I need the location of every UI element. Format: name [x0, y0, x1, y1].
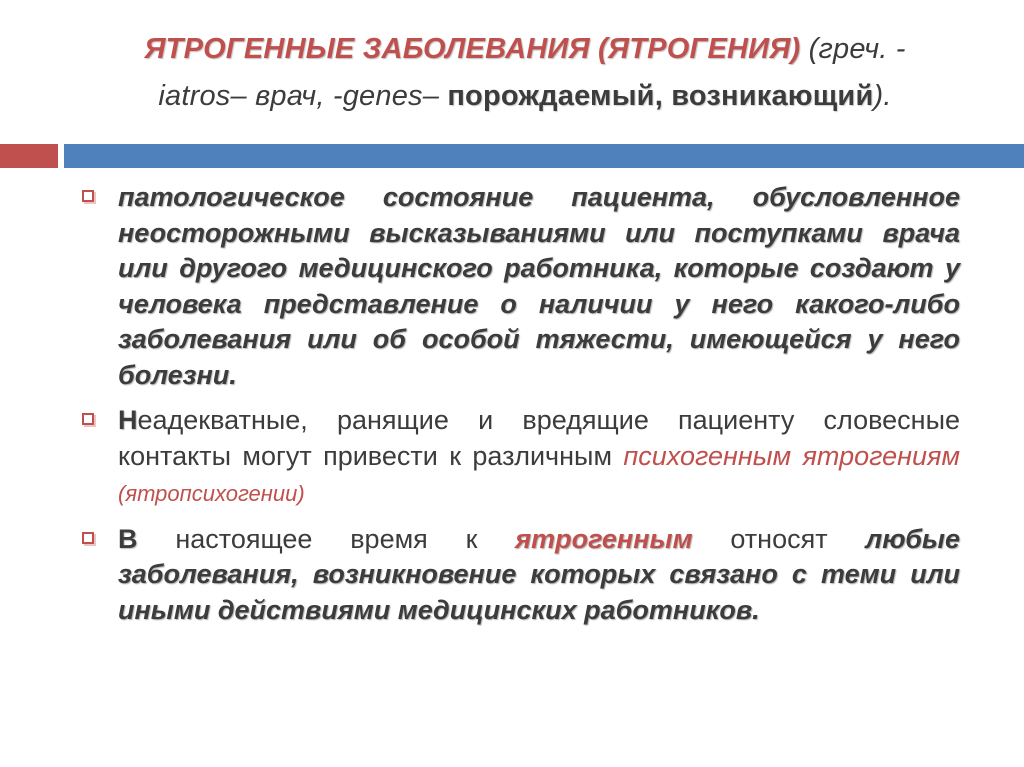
bullet-3-italic-tail: любые заболевания, возникновение которых связано с теми или иными действиями медицинских работников. — [118, 523, 960, 625]
bullet-3-body-2: относят — [692, 523, 866, 554]
bullet-2-text — [118, 403, 960, 512]
bullet-2-lead: Н — [118, 405, 138, 435]
title-iatros: iatros — [158, 80, 231, 112]
title-iatros-meaning: – врач, - — [230, 80, 343, 112]
bullet-3-lead: В — [118, 523, 138, 554]
hollow-square-bullet-icon — [82, 413, 94, 425]
title-closing: ). — [873, 80, 892, 112]
bullet-list — [80, 180, 960, 638]
bullet-item-3 — [80, 522, 960, 629]
bullet-1-text: патологическое состояние пациента, обусловленное неосторожными высказываниями или поступками врача или другого медицинского работника, которые создают у человека представление о наличии у него какого-либо заболевания или об особой тяжести, имеющейся у него болезни. — [118, 182, 960, 390]
bullet-3-text — [118, 522, 960, 629]
bullet-2-body: еадекватные, ранящие и вредящие пациенту словесные контакты могут привести к различным — [118, 405, 960, 471]
title-main: ЯТРОГЕННЫЕ ЗАБОЛЕВАНИЯ (ЯТРОГЕНИЯ) — [144, 33, 801, 65]
bullet-item-1 — [80, 180, 960, 393]
slide-title — [60, 26, 990, 120]
title-genes-meaning: порождаемый, возникающий — [439, 80, 874, 112]
bullet-3-body-1: настоящее время к — [137, 523, 516, 554]
title-greek-intro: (греч. - — [800, 33, 906, 65]
divider-blue-bar — [64, 144, 1024, 168]
hollow-square-bullet-icon — [82, 532, 94, 544]
bullet-item-2 — [80, 403, 960, 512]
divider-red-bar — [0, 144, 58, 168]
bullet-3-red-term: ятрогенным — [515, 523, 693, 554]
hollow-square-bullet-icon — [82, 190, 94, 202]
bullet-2-red-term: психогенным ятрогениям — [623, 440, 960, 471]
bullet-2-paren: (ятропсихогении) — [118, 481, 305, 506]
title-genes: genes — [342, 80, 423, 112]
title-genes-dash: – — [422, 80, 440, 112]
